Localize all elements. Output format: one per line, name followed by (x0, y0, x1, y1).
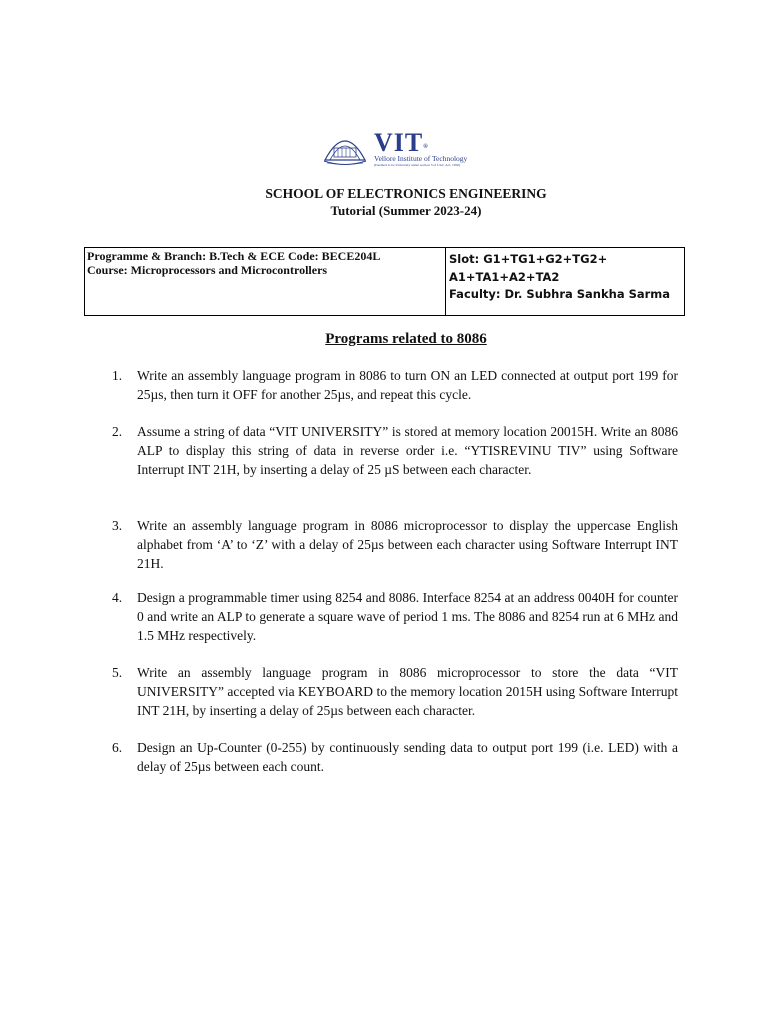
question-item (112, 516, 678, 573)
faculty-name: Faculty: Dr. Subhra Sankha Sarma (449, 287, 671, 301)
course-name: Course: Microprocessors and Microcontrollers (87, 263, 328, 277)
course-info-right (446, 248, 684, 315)
question-text: Write an assembly language program in 8086 to turn ON an LED connected at output port 199 for 25µs, then turn it OFF for another 25µs, and repeat this cycle. (137, 368, 678, 402)
question-text: Design an Up-Counter (0-255) by continuously sending data to output port 199 (i.e. LED) with a delay of 25µs between each count. (137, 740, 678, 774)
slot-line-1: Slot: G1+TG1+G2+TG2+ (449, 252, 608, 266)
programme-branch: Programme & Branch: B.Tech & ECE Code: BECE204L (87, 249, 381, 263)
question-number: 5. (112, 665, 123, 680)
question-number: 3. (112, 518, 123, 533)
course-info-table (84, 247, 685, 316)
school-title: SCHOOL OF ELECTRONICS ENGINEERING (265, 186, 547, 201)
slot-line-2: A1+TA1+A2+TA2 (449, 269, 560, 284)
question-number: 4. (112, 590, 123, 605)
question-item (112, 738, 678, 776)
question-text: Write an assembly language program in 8086 microprocessor to display the uppercase English alphabet from ‘A’ to ‘Z’ with a delay of 25µs between each character using Software Interrupt INT 21H. (137, 518, 678, 571)
question-text: Assume a string of data “VIT UNIVERSITY” is stored at memory location 20015H. Write an 8086 ALP to display this string of data in reverse order i.e. “YTISREVINU TIV” using Software Interrupt INT 21H, by inserting a delay of 25 µS between each character. (137, 424, 678, 477)
question-text: Design a programmable timer using 8254 and 8086. Interface 8254 at an address 0040H for counter 0 and write an ALP to generate a square wave of period 1 ms. The 8086 and 8254 run at 6 MHz and 1.5 MHz respectively. (137, 590, 678, 643)
question-number: 6. (112, 740, 123, 755)
question-item (112, 663, 678, 720)
question-item (112, 366, 678, 404)
section-heading: Programs related to 8086 (325, 331, 487, 347)
vit-logo (322, 128, 468, 170)
tutorial-title: Tutorial (Summer 2023-24) (330, 203, 482, 218)
question-text: Write an assembly language program in 8086 microprocessor to store the data “VIT UNIVERSITY” accepted via KEYBOARD to the memory location 2015H using Software Interrupt INT 21H, by inserting a delay of 25µs between each character. (137, 665, 678, 718)
question-number: 1. (112, 368, 123, 383)
logo-tagline: (Deemed to be University under section 3 of UGC Act, 1956) (374, 163, 461, 167)
logo-subtitle: Vellore Institute of Technology (374, 154, 468, 163)
course-info-left (85, 248, 446, 315)
vit-seal-icon (322, 130, 368, 166)
question-number: 2. (112, 424, 123, 439)
question-item (112, 422, 678, 479)
question-item (112, 588, 678, 645)
logo-wordmark: VIT® (374, 128, 429, 157)
